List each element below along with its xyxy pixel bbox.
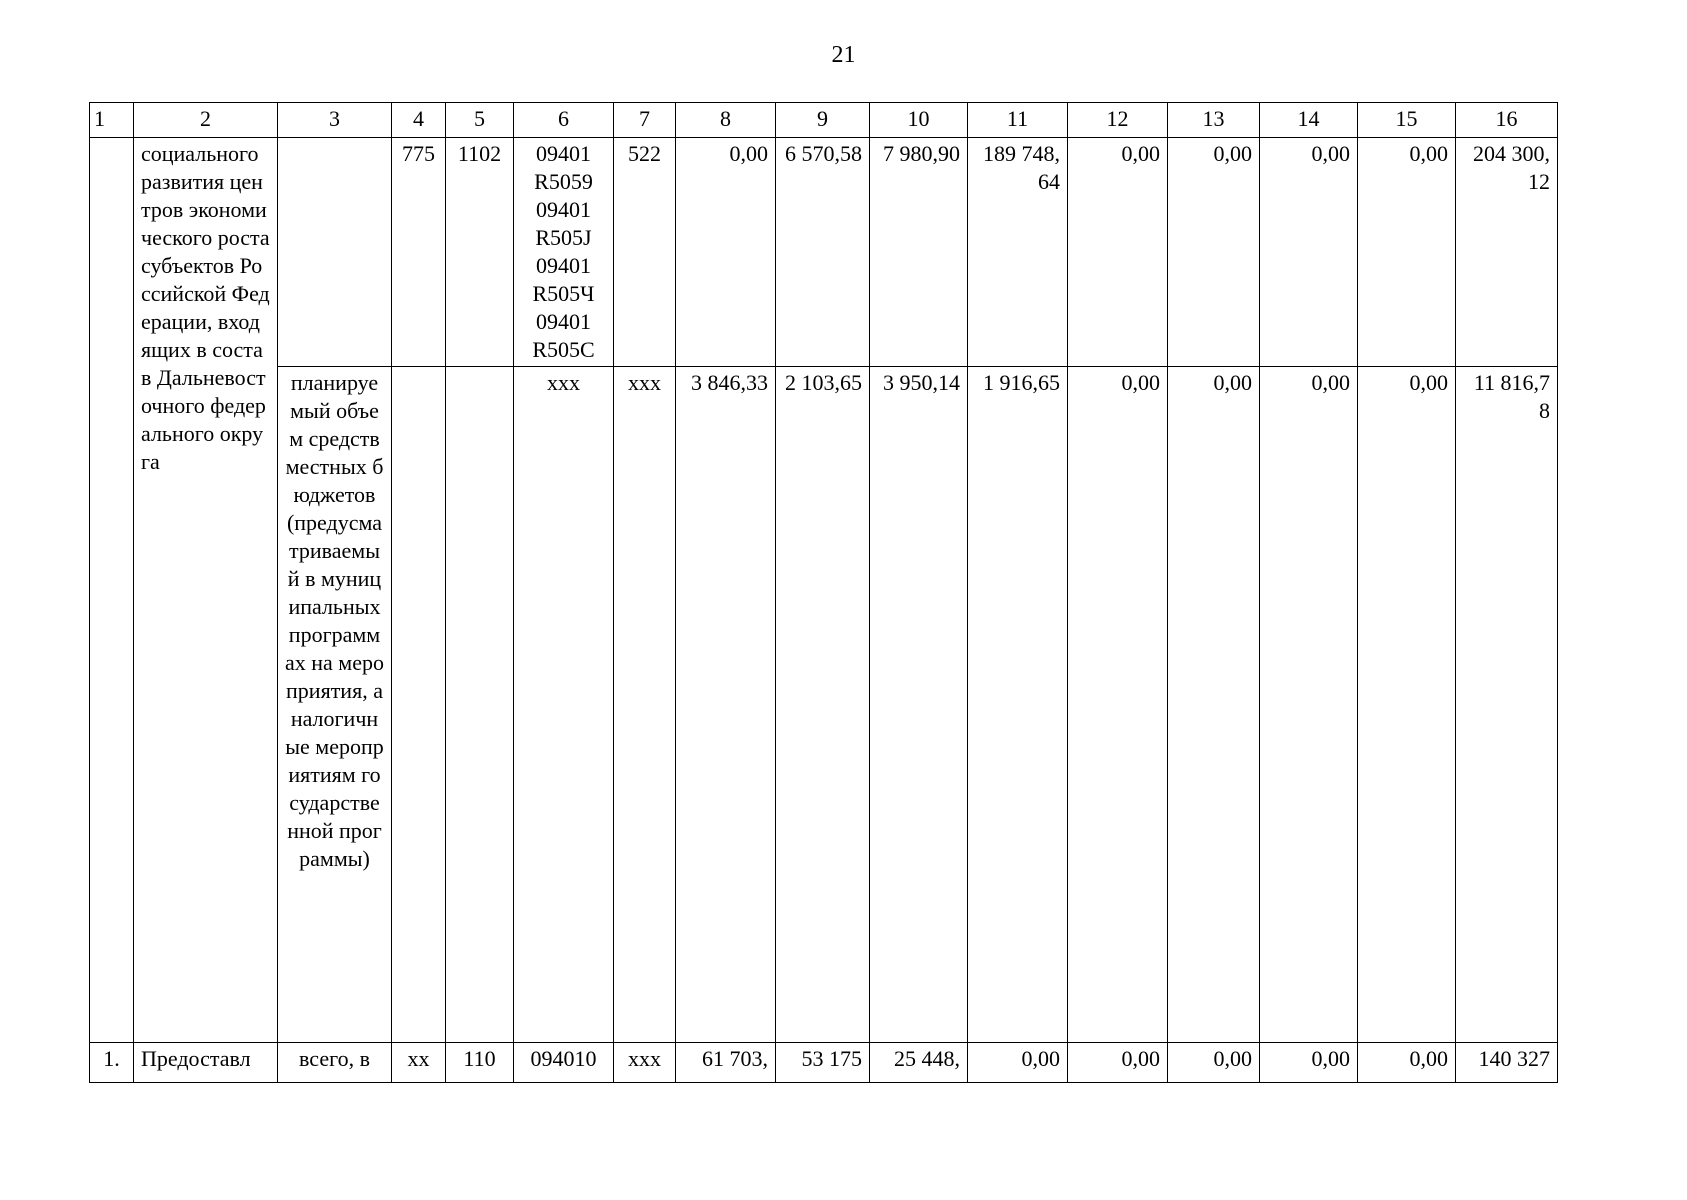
- value-cell: 0,00: [1068, 367, 1168, 1043]
- source-cell: [278, 138, 392, 367]
- source-cell: планируемый объем средств местных бюджетов (предусматриваемый в муниципальных программах на мероприятия, аналогичные мероприятиям государственной программы): [278, 367, 392, 1043]
- rzpr-cell: 110: [446, 1043, 514, 1083]
- header-col-5: 5: [446, 103, 514, 138]
- grbs-cell: хх: [392, 1043, 446, 1083]
- value-cell: 0,00: [1068, 1043, 1168, 1083]
- value-cell: 0,00: [1260, 367, 1358, 1043]
- value-cell: 1 916,65: [968, 367, 1068, 1043]
- vr-cell: ххх: [614, 1043, 676, 1083]
- value-cell: 0,00: [1260, 1043, 1358, 1083]
- header-col-10: 10: [870, 103, 968, 138]
- header-col-14: 14: [1260, 103, 1358, 138]
- value-cell: 0,00: [1068, 138, 1168, 367]
- header-col-16: 16: [1456, 103, 1558, 138]
- header-col-7: 7: [614, 103, 676, 138]
- header-col-3: 3: [278, 103, 392, 138]
- vr-cell: ххх: [614, 367, 676, 1043]
- row-number-cell: 1.: [90, 1043, 134, 1083]
- rzpr-cell: 1102: [446, 138, 514, 367]
- value-cell: 3 950,14: [870, 367, 968, 1043]
- value-cell: 11 816,78: [1456, 367, 1558, 1043]
- value-cell: 25 448,: [870, 1043, 968, 1083]
- value-cell: 0,00: [1358, 367, 1456, 1043]
- header-col-4: 4: [392, 103, 446, 138]
- header-col-6: 6: [514, 103, 614, 138]
- value-cell: 0,00: [1358, 138, 1456, 367]
- grbs-cell: 775: [392, 138, 446, 367]
- csr-cell: 09401 R5059 09401 R505J 09401 R505Ч 09401 R505C: [514, 138, 614, 367]
- value-cell: 189 748,64: [968, 138, 1068, 367]
- header-col-9: 9: [776, 103, 870, 138]
- rzpr-cell: [446, 367, 514, 1043]
- header-col-2: 2: [134, 103, 278, 138]
- table-row: [90, 1043, 1558, 1083]
- value-cell: 140 327: [1456, 1043, 1558, 1083]
- header-col-15: 15: [1358, 103, 1456, 138]
- source-cell: всего, в: [278, 1043, 392, 1083]
- page-number: 21: [831, 42, 856, 68]
- value-cell: 0,00: [1168, 367, 1260, 1043]
- table-row: [90, 367, 1558, 1043]
- value-cell: 0,00: [676, 138, 776, 367]
- header-col-1: 1: [90, 103, 134, 138]
- header-row: [90, 103, 1558, 138]
- value-cell: 53 175: [776, 1043, 870, 1083]
- row-number-cell: [90, 138, 134, 1043]
- value-cell: 7 980,90: [870, 138, 968, 367]
- value-cell: 3 846,33: [676, 367, 776, 1043]
- value-cell: 0,00: [968, 1043, 1068, 1083]
- header-col-11: 11: [968, 103, 1068, 138]
- table-row: [90, 138, 1558, 367]
- value-cell: 204 300,12: [1456, 138, 1558, 367]
- header-col-12: 12: [1068, 103, 1168, 138]
- value-cell: 61 703,: [676, 1043, 776, 1083]
- value-cell: 0,00: [1358, 1043, 1456, 1083]
- budget-table: [89, 102, 1558, 1083]
- header-col-8: 8: [676, 103, 776, 138]
- value-cell: 0,00: [1168, 1043, 1260, 1083]
- measure-name-cell: Предоставл: [134, 1043, 278, 1083]
- header-col-13: 13: [1168, 103, 1260, 138]
- value-cell: 0,00: [1168, 138, 1260, 367]
- csr-cell: 094010: [514, 1043, 614, 1083]
- value-cell: 6 570,58: [776, 138, 870, 367]
- grbs-cell: [392, 367, 446, 1043]
- value-cell: 0,00: [1260, 138, 1358, 367]
- vr-cell: 522: [614, 138, 676, 367]
- csr-cell: ххх: [514, 367, 614, 1043]
- value-cell: 2 103,65: [776, 367, 870, 1043]
- measure-name-cell: социального развития центров экономического роста субъектов Российской Федерации, входящих в состав Дальневосточного федерального округа: [134, 138, 278, 1043]
